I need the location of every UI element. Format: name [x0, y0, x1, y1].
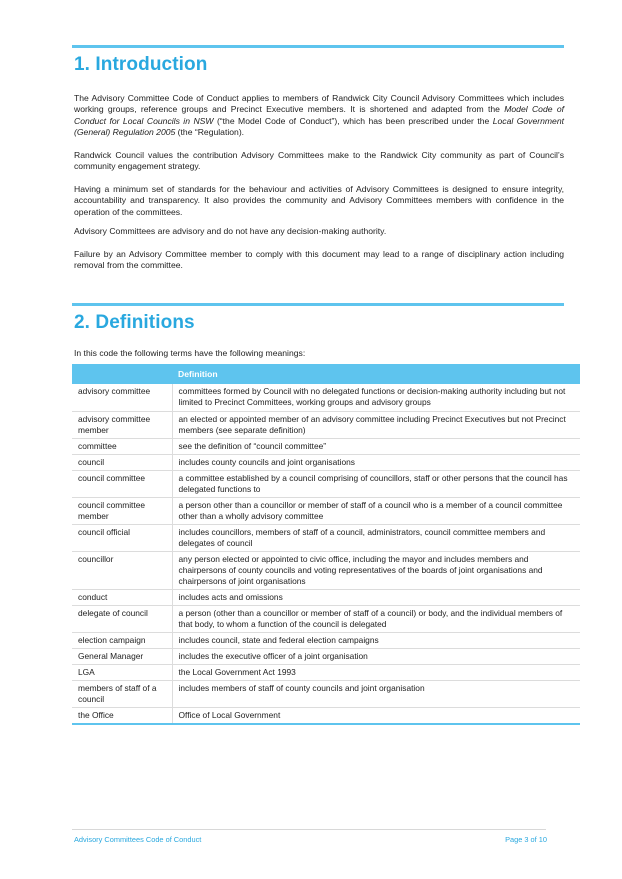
section-divider [72, 45, 564, 48]
definition-text: a committee established by a council comprising of councillors, staff or other persons that the council has delegated functions to [172, 470, 580, 497]
table-row [72, 438, 580, 454]
table-row [72, 497, 580, 524]
intro-p1-part: The Advisory Committee Code of Conduct applies to members of Randwick City Council Advisory Committees which includes working groups, reference groups and Precinct Executive members. It is shortened and adapted from the [74, 93, 564, 115]
definition-text: the Local Government Act 1993 [172, 664, 580, 680]
definition-text: includes councillors, members of staff of a council, administrators, council committee members and delegates of council [172, 524, 580, 551]
table-row [72, 384, 580, 411]
definition-term: councillor [72, 551, 172, 589]
definition-term: advisory committee [72, 384, 172, 411]
definition-text: includes council, state and federal election campaigns [172, 632, 580, 648]
definition-term: LGA [72, 664, 172, 680]
definitions-heading: 2. Definitions [74, 312, 195, 333]
table-row [72, 664, 580, 680]
definition-text: includes acts and omissions [172, 589, 580, 605]
intro-p1-part: (the “Regulation). [175, 127, 245, 138]
intro-paragraph-5: Failure by an Advisory Committee member to comply with this document may lead to a range of disciplinary action including removal from the committee. [74, 249, 564, 271]
section-divider [72, 303, 564, 306]
definition-term: delegate of council [72, 605, 172, 632]
definition-term: council committee [72, 470, 172, 497]
definition-text: an elected or appointed member of an advisory committee including Precinct Executives but not Precinct members (see separate definition) [172, 411, 580, 438]
definitions-table-body [72, 384, 580, 724]
definition-text: includes county councils and joint organisations [172, 454, 580, 470]
table-row [72, 707, 580, 724]
definition-text: any person elected or appointed to civic office, including the mayor and includes members and chairpersons of county councils and voting representatives of the boards of joint organisations and chairpersons of joint organisations [172, 551, 580, 589]
table-row [72, 454, 580, 470]
table-header-row [72, 364, 580, 384]
intro-p1-part: (“the Model Code of Conduct”), which has been prescribed under the [213, 115, 493, 126]
table-row [72, 411, 580, 438]
definition-term: election campaign [72, 632, 172, 648]
definition-term: General Manager [72, 648, 172, 664]
definition-text: includes the executive officer of a joint organisation [172, 648, 580, 664]
definitions-table [72, 364, 580, 725]
table-row [72, 524, 580, 551]
definition-term: council [72, 454, 172, 470]
definition-term: conduct [72, 589, 172, 605]
model-code-title: Model Code of Conduct for Local Councils in NSW [74, 104, 564, 126]
intro-paragraph-1 [74, 93, 564, 139]
intro-paragraph-3: Having a minimum set of standards for the behaviour and activities of Advisory Committees is designed to ensure integrity, accountability and transparency. It also provides the community and Advisory Committees members with confidence in the operation of the committees. [74, 184, 564, 217]
definition-text: committees formed by Council with no delegated functions or decision-making authority including but not limited to Precinct Committees, working groups and advisory groups [172, 384, 580, 411]
table-row [72, 605, 580, 632]
definition-column-header: Definition [172, 364, 580, 384]
footer-divider [72, 829, 546, 830]
intro-paragraph-2: Randwick Council values the contribution Advisory Committees make to the Randwick City community as part of Council’s community engagement strategy. [74, 150, 564, 172]
term-column-header [72, 364, 172, 384]
definition-term: council committee member [72, 497, 172, 524]
table-row [72, 470, 580, 497]
regulation-title: Local Government (General) Regulation 2005 [74, 115, 565, 138]
table-row [72, 589, 580, 605]
definition-text: a person (other than a councillor or member of staff of a council) or body, and the individual members of that body, to whom a function of the council is delegated [172, 605, 580, 632]
table-row [72, 632, 580, 648]
definition-term: the Office [72, 707, 172, 724]
definition-text: includes members of staff of county councils and joint organisation [172, 680, 580, 707]
definitions-intro: In this code the following terms have the following meanings: [74, 348, 306, 358]
definition-term: committee [72, 438, 172, 454]
footer-page-number: Page 3 of 10 [505, 835, 547, 844]
definition-text: a person other than a councillor or member of staff of a council who is a member of a council committee other than a wholly advisory committee [172, 497, 580, 524]
introduction-heading: 1. Introduction [74, 54, 208, 75]
definition-term: advisory committee member [72, 411, 172, 438]
definition-text: see the definition of “council committee” [172, 438, 580, 454]
table-row [72, 680, 580, 707]
intro-paragraph-4: Advisory Committees are advisory and do not have any decision-making authority. [74, 226, 387, 236]
table-row [72, 551, 580, 589]
definition-text: Office of Local Government [172, 707, 580, 724]
footer-document-title: Advisory Committees Code of Conduct [74, 835, 202, 844]
definition-term: council official [72, 524, 172, 551]
definition-term: members of staff of a council [72, 680, 172, 707]
table-row [72, 648, 580, 664]
